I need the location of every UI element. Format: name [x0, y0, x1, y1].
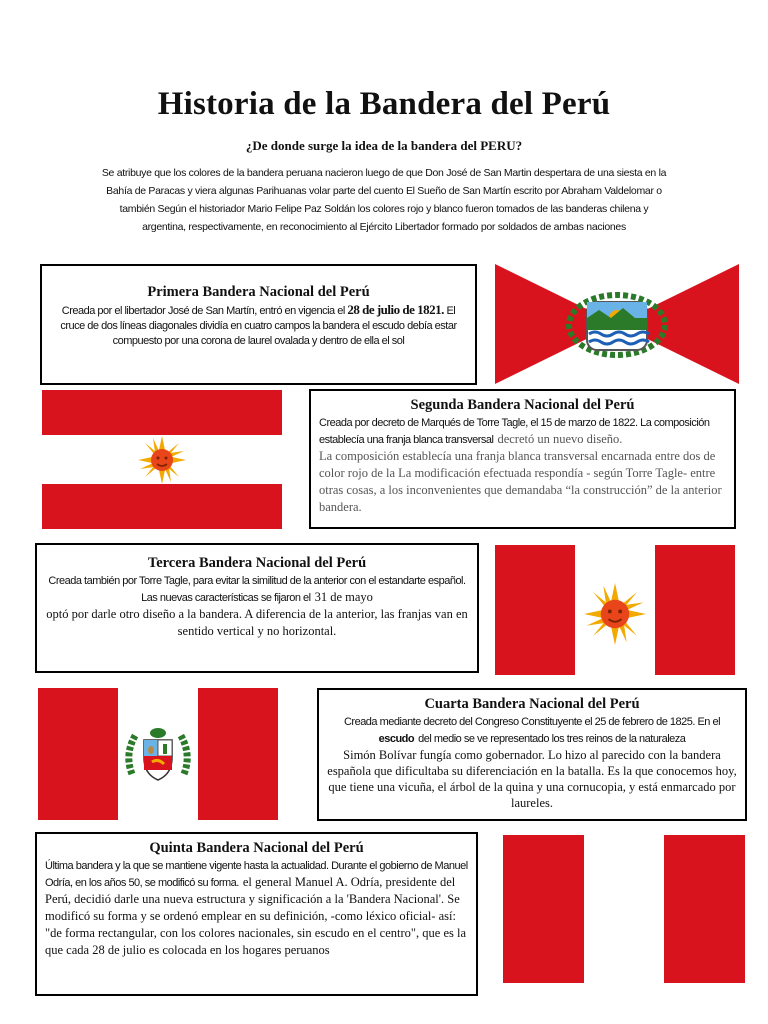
cuarta-title: Cuarta Bandera Nacional del Perú — [424, 696, 640, 712]
cuarta-flag — [38, 688, 278, 820]
primera-flag — [495, 264, 739, 384]
sun-icon — [584, 583, 646, 645]
page-title: Historia de la Bandera del Perú — [157, 86, 611, 122]
tercera-flag — [495, 545, 735, 675]
page-subtitle: ¿De donde surge la idea de la bandera del PERU? — [245, 138, 523, 153]
segunda-box — [309, 389, 736, 529]
quinta-title: Quinta Bandera Nacional del Perú — [149, 840, 364, 856]
coat-of-arms-icon — [122, 726, 194, 784]
sun-icon — [138, 436, 186, 484]
tercera-text: Creada también por Torre Tagle, para evitar la similitud de la anterior con el estandarte español. Las nuevas características se fijaron el 31 de mayo optó por darle otro diseño a la bandera. A diferencia de la anterior, las franjas van en sentido vertical y no horizontal. — [46, 575, 468, 638]
segunda-text: Creada por decreto de Marqués de Torre Tagle, el 15 de marzo de 1822. La composición establecía una franja blanca transversal decretó un nuevo diseño. La composición establecía una franja blanca transversal encarnada entre dos de color rojo de la La modificación efectuada respondía - según Torre Tagle- entre otras cosas, a los inconvenientes que demandaba “la construcción” de la anterior bandera. — [319, 417, 722, 514]
quinta-flag — [503, 835, 745, 983]
segunda-title: Segunda Bandera Nacional del Perú — [410, 397, 635, 413]
cuarta-text: Creada mediante decreto del Congreso Constituyente el 25 de febrero de 1825. En el escudo del medio se ve representado los tres reinos de la naturaleza Simón Bolívar fungía como gobernador. Lo hizo al parecido con la bandera española que dificultaba su diferenciación en la batalla. Es la que conocemos hoy, que tiene una vicuña, el árbol de la quina y una cornucopia, y está enmarcado por laureles. — [327, 716, 737, 810]
segunda-flag — [42, 390, 282, 529]
quinta-box — [35, 832, 478, 996]
tercera-title: Tercera Bandera Nacional del Perú — [147, 555, 367, 571]
primera-title: Primera Bandera Nacional del Perú — [147, 284, 370, 300]
quinta-text: Última bandera y la que se mantiene vigente hasta la actualidad. Durante el gobierno de Manuel Odría, en los años 50, se modificó su forma. el general Manuel A. Odría, presidente del Perú, decidió darle una nueva estructura y significación a la 'Bandera Nacional'. Se modificó su forma y se ordenó emplear en su definición, -como léxico oficial- así: "de forma rectangular, con los colores nacionales, sin escudo en el centro", que es la que cada 28 de julio es colocada en los hogares peruanos — [45, 860, 468, 957]
intro-paragraph: Se atribuye que los colores de la bandera peruana nacieron luego de que Don José de San Martin despertara de una siesta en la Bahía de Paracas y viera algunas Parihuanas volar parte del cuento El Sueño de San Martín escrito por Abraham Valdelomar o también Según el historiador Mario Felipe Paz Soldán los colores rojo y blanco fueron tomados de las banderas chilena y argentina, respectivamente, en reconocimiento al Ejército Libertador formado por soldados de ambas naciones — [101, 167, 667, 233]
cuarta-box — [317, 688, 747, 821]
tercera-box — [35, 543, 479, 673]
primera-box — [40, 264, 477, 385]
primera-text: Creada por el libertador José de San Martín, entró en vigencia el 28 de julio de 1821. El cruce de dos líneas diagonales dividía en cuatro campos la bandera el escudo debía estar compuesto por una corona de laurel ovalada y dentro de ella el sol — [60, 302, 457, 347]
